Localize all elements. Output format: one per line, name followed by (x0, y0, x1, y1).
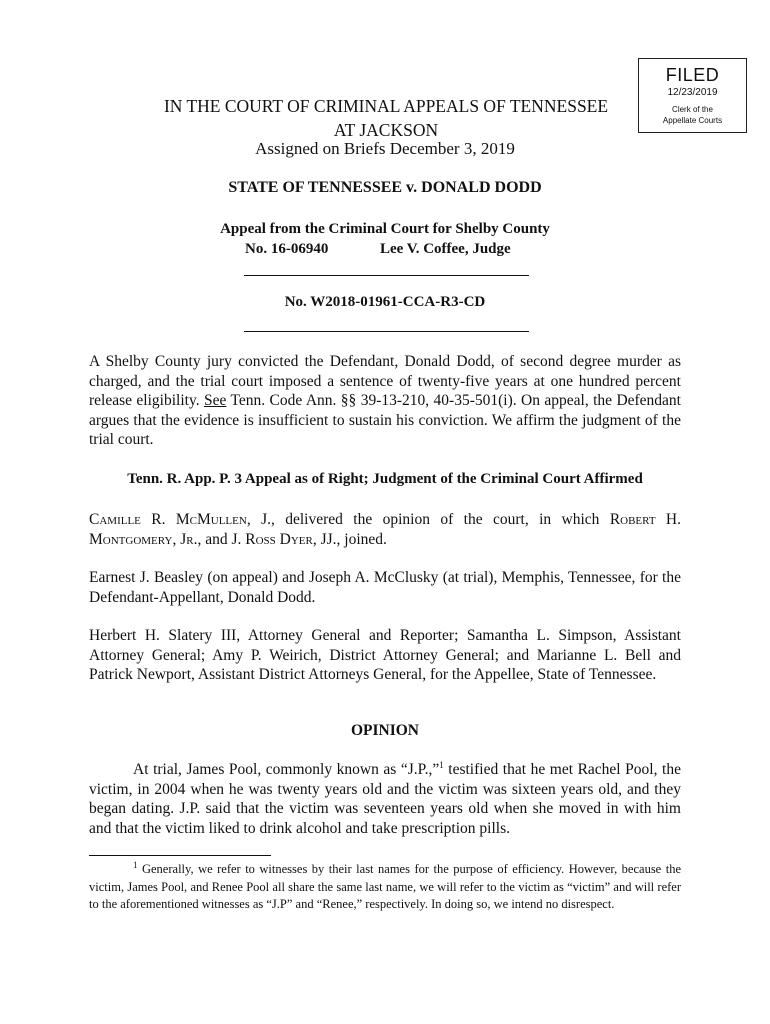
filed-stamp (638, 58, 747, 133)
joined-judge: J. Ross Dyer (231, 530, 313, 548)
footnote-text: Generally, we refer to witnesses by their last names for the purpose of efficiency. However, because the victim, James Pool, and Renee Pool all share the same last name, we will refer to the victim as “victim” and will refer to the aforementioned witnesses as “J.P” and “Renee,” respectively. In doing so, we intend no disrespect. (89, 862, 681, 911)
court-name-line2: AT JACKSON (333, 120, 439, 140)
authors-text: , JJ., joined. (312, 530, 387, 548)
case-summary (89, 352, 681, 450)
summary-text: Tenn. Code Ann. §§ 39-13-210, 40-35-501(i). On appeal, the Defendant argues that the evidence is insufficient to sustain his conviction. We affirm the judgment of the trial court. (89, 392, 681, 448)
summary-text: A Shelby County jury convicted the Defendant, Donald Dodd, of second degree murder as charged, and the trial court imposed a sentence of twenty-five years at one hundred percent release eligibility. (89, 353, 681, 409)
counsel-appellant: Earnest J. Beasley (on appeal) and Joseph A. McClusky (at trial), Memphis, Tennessee, for the Defendant-Appellant, Donald Dodd. (89, 569, 681, 606)
filed-stamp-title: FILED (665, 65, 720, 85)
divider (244, 275, 529, 276)
author-judge: Camille R. McMullen, J. (89, 511, 271, 528)
appeal-from: Appeal from the Criminal Court for Shelby County (220, 221, 550, 237)
divider (244, 331, 529, 332)
holding: Tenn. R. App. P. 3 Appeal as of Right; Judgment of the Criminal Court Affirmed (127, 471, 643, 487)
footnote-reference[interactable]: 1 (439, 759, 444, 770)
opinion-text: At trial, James Pool, commonly known as “J.P.,” (133, 761, 440, 778)
assigned-date: Assigned on Briefs December 3, 2019 (255, 139, 515, 158)
filed-stamp-date: 12/23/2019 (667, 87, 718, 98)
court-name-line1: IN THE COURT OF CRIMINAL APPEALS OF TENNESSEE (163, 96, 609, 116)
authors-text: , delivered the opinion of the court, in which (270, 511, 610, 528)
lower-court-number: No. 16-06940 (245, 241, 329, 257)
case-title: STATE OF TENNESSEE v. DONALD DODD (228, 179, 542, 196)
authoring-judges (89, 510, 681, 549)
joined-judge: Robert H. Montgomery, Jr. (89, 511, 682, 548)
opinion-heading: OPINION (350, 722, 420, 739)
see-signal: See (203, 392, 227, 409)
authors-text: , and (197, 530, 232, 548)
opinion-text: testified that he met Rachel Pool, the victim, in 2004 when he was twenty years old and the victim was sixteen years old, and they began dating. J.P. said that the victim was seventeen years old when she moved in with him and that the victim liked to drink alcohol and take prescription pills. (89, 761, 681, 837)
opinion-paragraph (89, 760, 681, 838)
footnote-marker: 1 (133, 859, 138, 870)
footnote (89, 861, 681, 914)
filed-stamp-clerk: Clerk of the (672, 105, 713, 114)
docket-number: No. W2018-01961-CCA-R3-CD (284, 294, 486, 310)
counsel-appellee: Herbert H. Slatery III, Attorney General and Reporter; Samantha L. Simpson, Assistant Attorney General; Amy P. Weirich, District Attorney General; and Marianne L. Bell and Patrick Newport, Assistant District Attorneys General, for the Appellee, State of Tennessee. (89, 627, 681, 683)
footnote-divider (89, 855, 271, 856)
filed-stamp-courts: Appellate Courts (662, 116, 723, 125)
court-name (140, 94, 632, 142)
trial-judge: Lee V. Coffee, Judge (380, 241, 511, 257)
